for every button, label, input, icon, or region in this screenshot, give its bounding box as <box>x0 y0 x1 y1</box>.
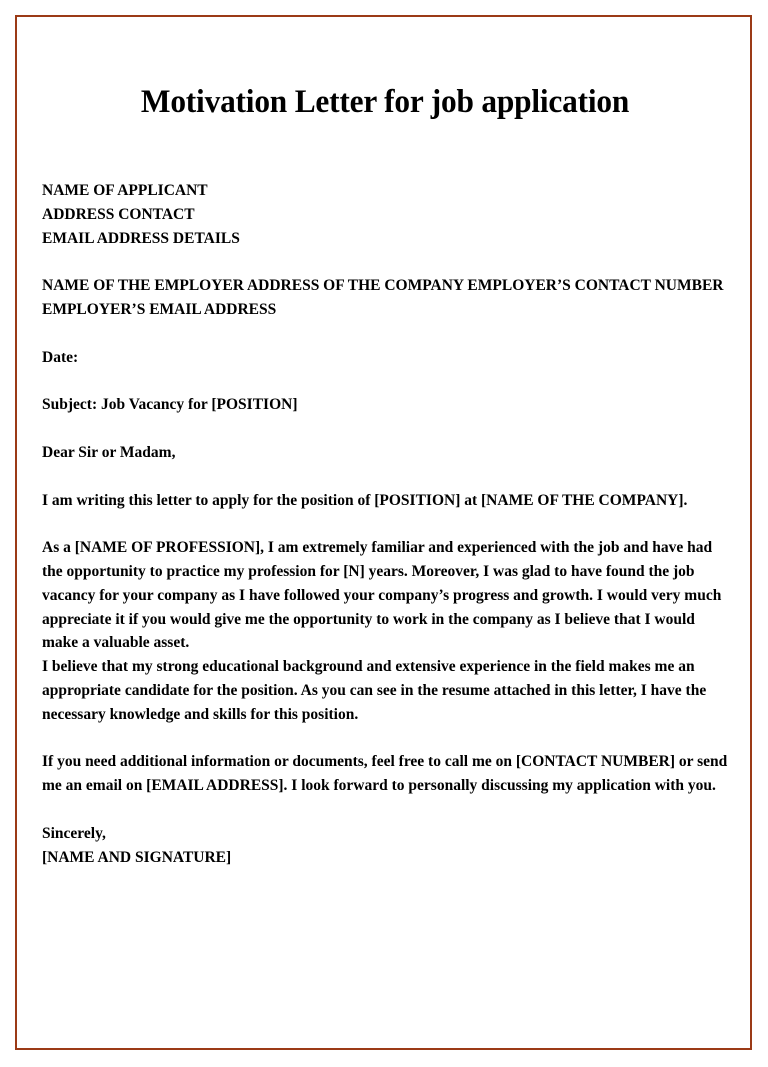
applicant-address-line: ADDRESS CONTACT <box>42 206 195 224</box>
salutation-text: Dear Sir or Madam, <box>42 444 176 462</box>
paragraph-intro-text: I am writing this letter to apply for the position of [POSITION] at [NAME OF THE COMPANY]. <box>42 491 688 509</box>
paragraph-contact-text: If you need additional information or documents, feel free to call me on [CONTACT NUMBER] or send me an email on [EMAIL ADDRESS]. I look forward to personally discussing my application with you. <box>42 753 728 795</box>
date-block <box>42 346 728 370</box>
employer-details-line: NAME OF THE EMPLOYER ADDRESS OF THE COMPANY EMPLOYER’S CONTACT NUMBER EMPLOYER’S EMAIL ADDRESS <box>42 277 724 319</box>
closing-block <box>42 822 728 870</box>
employer-address-block <box>42 274 728 322</box>
page-title: Motivation Letter for job application <box>140 84 630 120</box>
paragraph-experience <box>42 536 728 655</box>
salutation-block <box>42 441 728 465</box>
valediction-text: Sincerely, <box>42 824 106 842</box>
applicant-name-line: NAME OF APPLICANT <box>42 182 208 200</box>
paragraph-qualifications <box>42 655 728 726</box>
applicant-address-block <box>42 179 728 250</box>
document-body <box>42 0 728 869</box>
paragraph-intro <box>42 489 728 513</box>
letter-content <box>42 179 728 869</box>
signature-placeholder: [NAME AND SIGNATURE] <box>42 848 232 866</box>
date-label: Date: <box>42 348 79 366</box>
subject-label: Subject: Job Vacancy for [POSITION] <box>42 396 298 414</box>
paragraph-qualifications-text: I believe that my strong educational background and extensive experience in the field makes me an appropriate candidate for the position. As you can see in the resume attached in this letter, I have the necessary knowledge and skills for this position. <box>42 658 707 723</box>
subject-block <box>42 393 728 417</box>
paragraph-contact <box>42 750 728 798</box>
applicant-email-line: EMAIL ADDRESS DETAILS <box>42 229 240 247</box>
paragraph-experience-text: As a [NAME OF PROFESSION], I am extremely familiar and experienced with the job and have had the opportunity to practice my profession for [N] years. Moreover, I was glad to have found the job vacancy for your company as I have followed your company’s progress and growth. I would very much appreciate it if you would give me the opportunity to work in the company as I believe that I would make a valuable asset. <box>42 539 722 652</box>
